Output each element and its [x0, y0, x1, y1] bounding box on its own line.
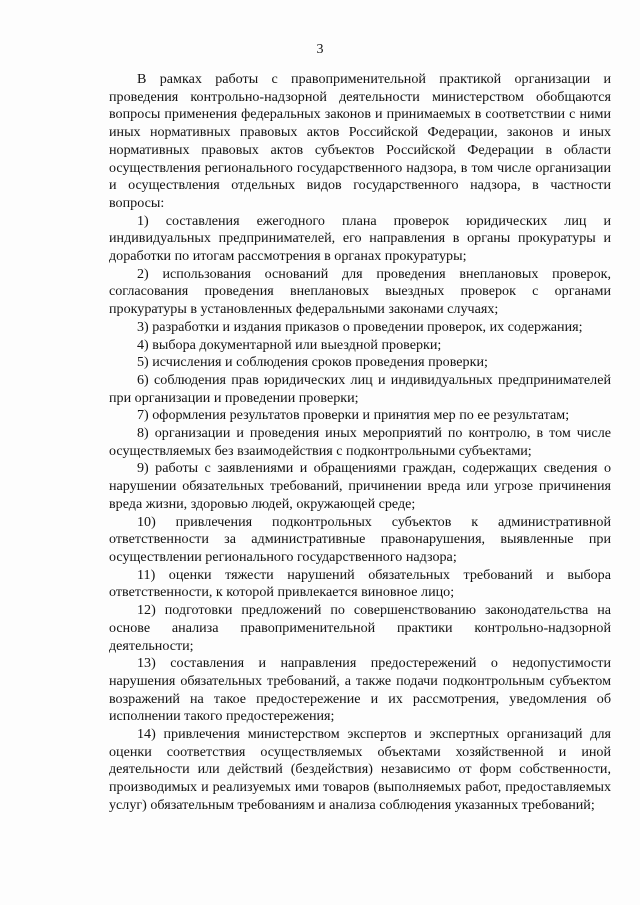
- list-item: 8) организации и проведения иных мероприятий по контролю, в том числе осуществляемых без взаимодействия с подконтрольными субъектами;: [109, 425, 611, 459]
- list-item: 10) привлечения подконтрольных субъектов к административной ответственности за административные правонарушения, выявленные при осуществлении регионального государственного надзора;: [109, 513, 611, 565]
- list-item: 13) составления и направления предостережений о недопустимости нарушения обязательных требований, а также подачи подконтрольным субъектом возражений на такое предостережение и их рассмотрения, уведомления об исполнении такого предостережения;: [109, 655, 611, 725]
- list-item: 7) оформления результатов проверки и принятия мер по ее результатам;: [137, 407, 570, 424]
- intro-paragraph: В рамках работы с правоприменительной практикой организации и проведения контрольно-надзорной деятельности министерством обобщаются вопросы применения федеральных законов и принимаемых в соответствии с ними иных нормативных правовых актов Российской Федерации, законов и иных нормативных правовых актов субъектов Российской Федерации в области осуществления регионального государственного надзора, в том числе организации и осуществления отдельных видов государственного надзора, в частности вопросы:: [109, 71, 611, 211]
- document-body: [109, 71, 611, 815]
- list-item: 1) составления ежегодного плана проверок юридических лиц и индивидуальных предпринимателей, его направления в органы прокуратуры и доработки по итогам рассмотрения в органах прокуратуры;: [109, 212, 611, 265]
- list-item: 4) выбора документарной или выездной проверки;: [137, 336, 442, 353]
- list-item: 12) подготовки предложений по совершенствованию законодательства на основе анализа правоприменительной практики контрольно-надзорной деятельности;: [109, 602, 611, 654]
- list-item: 9) работы с заявлениями и обращениями граждан, содержащих сведения о нарушении обязательных требований, причинении вреда или угрозе причинения вреда жизни, здоровью людей, окружающей среде;: [109, 460, 611, 512]
- list-item: 3) разработки и издания приказов о проведении проверок, их содержания;: [137, 318, 583, 335]
- page-number: 3: [316, 42, 324, 57]
- list-item: 6) соблюдения прав юридических лиц и индивидуальных предпринимателей при организации и проведении проверки;: [109, 371, 611, 406]
- list-item: 14) привлечения министерством экспертов и экспертных организаций для оценки соответствия осуществляемых объектами хозяйственной и иной деятельности или действий (бездействия) независимо от форм собственности, производимых и реализуемых ими товаров (выполняемых работ, предоставляемых услуг) обязательным требованиям и анализа соблюдения указанных требований;: [109, 726, 611, 813]
- list-item: 2) использования оснований для проведения внеплановых проверок, согласования проведения внеплановых выездных проверок с органами прокуратуры в установленных федеральными законами случаях;: [109, 265, 611, 318]
- list-item: 5) исчисления и соблюдения сроков проведения проверки;: [137, 354, 488, 371]
- list-item: 11) оценки тяжести нарушений обязательных требований и выбора ответственности, к которой привлекается виновное лицо;: [109, 566, 611, 601]
